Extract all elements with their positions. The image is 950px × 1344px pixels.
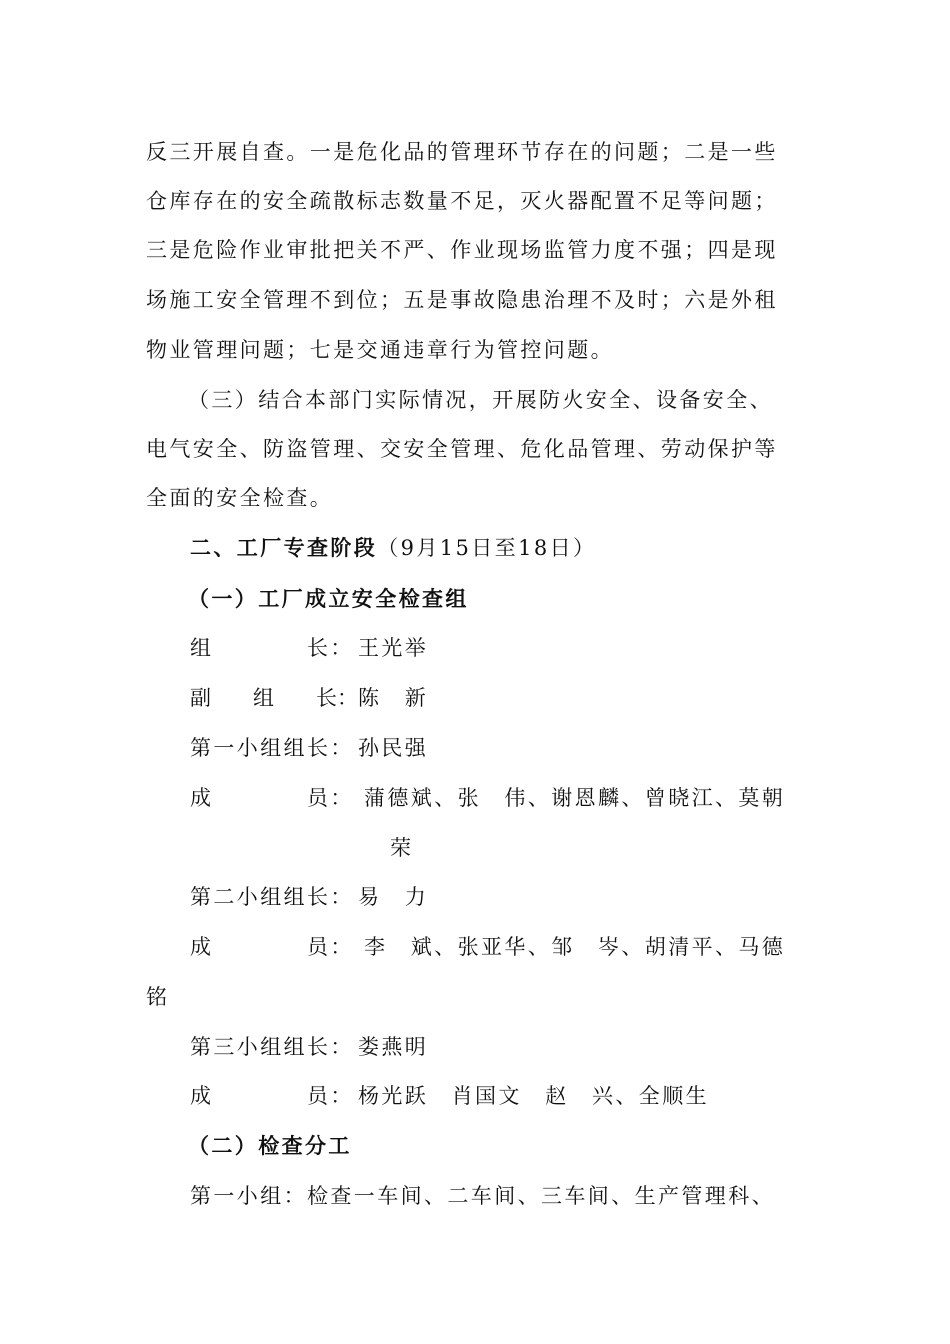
section-heading <box>190 530 806 566</box>
paragraph-line: 物业管理问题；七是交通违章行为管控问题。 <box>146 338 614 362</box>
paragraph-line: 电气安全、防盗管理、交安全管理、危化品管理、劳动保护等 <box>146 437 778 461</box>
subsection-heading: （一）工厂成立安全检查组 <box>188 586 469 611</box>
roster-label: 成 员： <box>190 1084 354 1108</box>
paragraph-line: 场施工安全管理不到位；五是事故隐患治理不及时；六是外租 <box>146 288 778 312</box>
roster-value: 李 斌、张亚华、邹 岑、胡清平、马德 <box>364 935 786 959</box>
paragraph-line: 仓库存在的安全疏散标志数量不足，灭火器配置不足等问题； <box>146 189 778 213</box>
roster-row-group3-leader <box>190 1029 806 1065</box>
paragraph-line: 全面的安全检查。 <box>146 486 334 510</box>
roster-value: 王光举 <box>358 636 429 660</box>
roster-row-group2-members <box>190 929 806 965</box>
roster-label: 成 员： <box>190 935 354 959</box>
paragraph-line: 反三开展自查。一是危化品的管理环节存在的问题；二是一些 <box>146 140 778 164</box>
task-line: 第一小组：检查一车间、二车间、三车间、生产管理科、 <box>190 1184 775 1208</box>
roster-value: 荣 <box>390 836 414 860</box>
paragraph-line: （三）结合本部门实际情况，开展防火安全、设备安全、 <box>188 388 773 412</box>
paragraph-line: 三是危险作业审批把关不严、作业现场监管力度不强；四是现 <box>146 238 778 262</box>
roster-label: 成 员： <box>190 786 354 810</box>
roster-row-group2-leader <box>190 879 806 915</box>
roster-row-continuation: 铭 <box>146 985 170 1009</box>
roster-row-group1-leader <box>190 730 806 766</box>
roster-row-continuation <box>190 830 806 866</box>
roster-label: 组 长： <box>190 636 354 660</box>
roster-label: 第二小组组长： <box>190 885 354 909</box>
roster-label: 第一小组组长： <box>190 736 354 760</box>
roster-row-group3-members <box>190 1078 806 1114</box>
section-heading-title: 二、工厂专查阶段 <box>190 535 378 560</box>
roster-value: 易 力 <box>358 885 429 909</box>
roster-value: 孙民强 <box>358 736 429 760</box>
roster-row-group1-members <box>190 780 806 816</box>
roster-value: 蒲德斌、张 伟、谢恩麟、曾晓江、莫朝 <box>364 786 786 810</box>
roster-label: 第三小组组长： <box>190 1035 354 1059</box>
roster-row-leader <box>190 630 806 666</box>
subsection-heading: （二）检查分工 <box>188 1133 352 1158</box>
section-heading-dates: （9月15日至18日） <box>377 536 597 560</box>
roster-value: 陈 新 <box>358 686 429 710</box>
roster-label: 副 组 长： <box>190 686 358 710</box>
roster-value: 娄燕明 <box>358 1035 429 1059</box>
roster-row-deputy <box>190 680 806 716</box>
roster-value: 杨光跃 肖国文 赵 兴、全顺生 <box>358 1084 709 1108</box>
